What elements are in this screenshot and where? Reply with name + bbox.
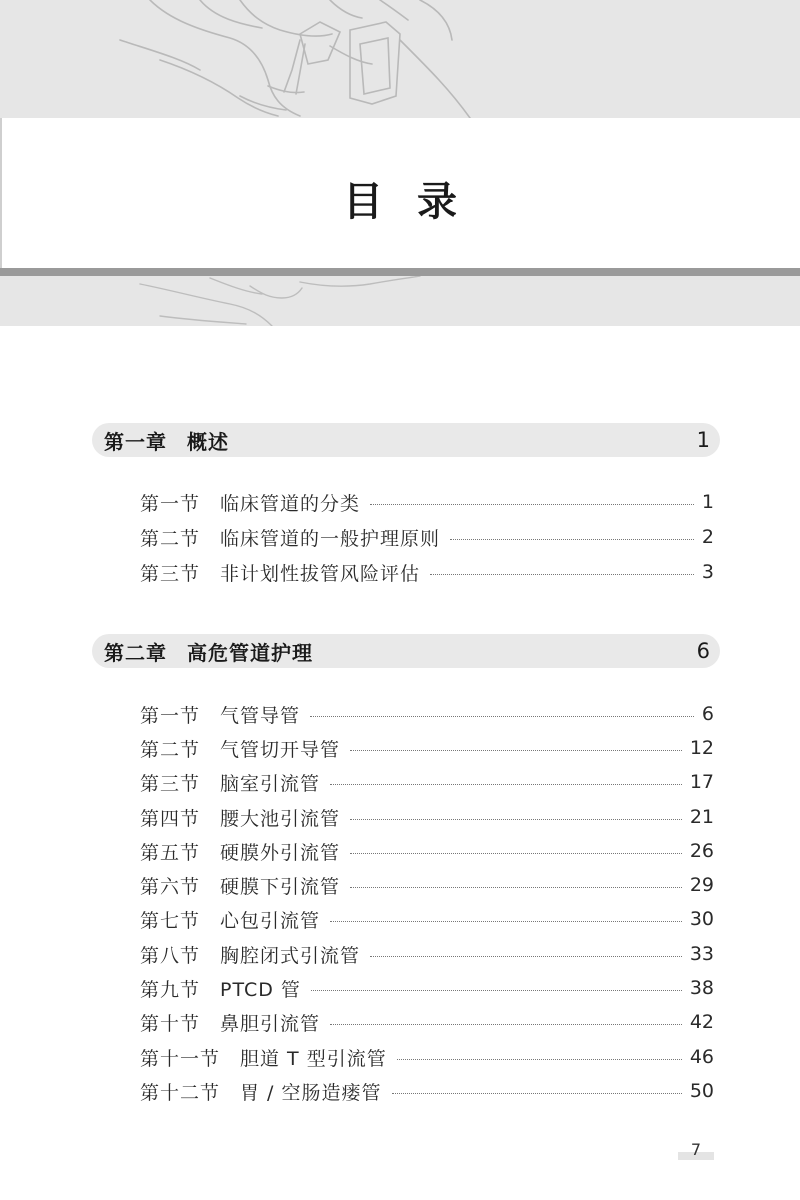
section-title: 硬膜下引流管 xyxy=(220,875,341,898)
leader-dots xyxy=(350,853,682,854)
section-title: 临床管道的一般护理原则 xyxy=(220,527,441,550)
section-label: 第一节 xyxy=(140,492,201,515)
leader-dots xyxy=(450,539,694,540)
leader-dots xyxy=(370,956,682,957)
section-page-number: 6 xyxy=(701,703,714,725)
section-page-number: 38 xyxy=(689,977,714,999)
chapter-heading[interactable] xyxy=(92,423,720,457)
section-label: 第八节 xyxy=(140,944,201,967)
toc-entry[interactable] xyxy=(140,558,714,586)
header-illustration xyxy=(0,0,800,118)
toc-entry[interactable] xyxy=(140,768,714,796)
chapter-label: 第二章 xyxy=(104,640,167,665)
section-label: 第十节 xyxy=(140,1012,201,1035)
toc-entry[interactable] xyxy=(140,905,714,933)
section-title: 气管切开导管 xyxy=(220,738,341,761)
folio xyxy=(678,1140,714,1160)
section-title: 临床管道的分类 xyxy=(220,492,361,515)
header-illustration-lower xyxy=(0,276,800,326)
toc-entry[interactable] xyxy=(140,700,714,728)
section-title: 胸腔闭式引流管 xyxy=(220,944,361,967)
leader-dots xyxy=(310,716,694,717)
section-page-number: 46 xyxy=(689,1046,714,1068)
section-page-number: 42 xyxy=(689,1011,714,1033)
chapter-heading[interactable] xyxy=(92,634,720,668)
section-label: 第五节 xyxy=(140,841,201,864)
section-label: 第一节 xyxy=(140,704,201,727)
medical-illustration-lower-icon xyxy=(0,276,800,326)
chapter-name: 概述 xyxy=(187,429,229,454)
section-title: 非计划性拔管风险评估 xyxy=(220,562,421,585)
leader-dots xyxy=(350,819,682,820)
section-label: 第二节 xyxy=(140,527,201,550)
chapter-title xyxy=(104,426,229,455)
chapter-label: 第一章 xyxy=(104,429,167,454)
section-page-number: 1 xyxy=(701,491,714,513)
leader-dots xyxy=(430,574,694,575)
section-title: 气管导管 xyxy=(220,704,301,727)
leader-dots xyxy=(397,1059,682,1060)
section-page-number: 21 xyxy=(689,806,714,828)
section-label: 第十一节 xyxy=(140,1047,221,1070)
medical-illustration-icon xyxy=(0,0,800,118)
section-title: 硬膜外引流管 xyxy=(220,841,341,864)
title-divider-bar xyxy=(0,268,800,276)
toc-entry[interactable] xyxy=(140,803,714,831)
toc-entry[interactable] xyxy=(140,940,714,968)
section-label: 第九节 xyxy=(140,978,201,1001)
toc-entry[interactable] xyxy=(140,523,714,551)
section-title: 脑室引流管 xyxy=(220,772,321,795)
leader-dots xyxy=(330,1024,682,1025)
toc-entry[interactable] xyxy=(140,1008,714,1036)
section-page-number: 50 xyxy=(689,1080,714,1102)
leader-dots xyxy=(370,504,694,505)
chapter-page-number: 6 xyxy=(696,639,710,663)
section-page-number: 12 xyxy=(689,737,714,759)
section-page-number: 17 xyxy=(689,771,714,793)
toc-entry[interactable] xyxy=(140,871,714,899)
folio-number: 7 xyxy=(690,1140,702,1159)
section-label: 第十二节 xyxy=(140,1081,221,1104)
section-label: 第三节 xyxy=(140,772,201,795)
section-page-number: 2 xyxy=(701,526,714,548)
toc-entry[interactable] xyxy=(140,1043,714,1071)
leader-dots xyxy=(350,887,682,888)
page-title: 目录 xyxy=(343,179,491,225)
section-title: 心包引流管 xyxy=(220,909,321,932)
section-label: 第六节 xyxy=(140,875,201,898)
leader-dots xyxy=(330,784,682,785)
section-page-number: 26 xyxy=(689,840,714,862)
chapter-page-number: 1 xyxy=(696,428,710,452)
toc-entry[interactable] xyxy=(140,488,714,516)
section-title: 胃 / 空肠造瘘管 xyxy=(240,1081,382,1104)
section-title: 胆道 T 型引流管 xyxy=(240,1047,387,1070)
leader-dots xyxy=(392,1093,682,1094)
toc-entry[interactable] xyxy=(140,734,714,762)
section-title: 鼻胆引流管 xyxy=(220,1012,321,1035)
leader-dots xyxy=(311,990,682,991)
section-label: 第二节 xyxy=(140,738,201,761)
section-page-number: 29 xyxy=(689,874,714,896)
leader-dots xyxy=(330,921,682,922)
section-label: 第七节 xyxy=(140,909,201,932)
section-page-number: 3 xyxy=(701,561,714,583)
chapter-name: 高危管道护理 xyxy=(187,640,313,665)
toc-entry[interactable] xyxy=(140,1077,714,1105)
section-label: 第四节 xyxy=(140,807,201,830)
section-page-number: 33 xyxy=(689,943,714,965)
section-title: PTCD 管 xyxy=(220,978,301,1001)
toc-entry[interactable] xyxy=(140,837,714,865)
chapter-title xyxy=(104,637,313,666)
section-label: 第三节 xyxy=(140,562,201,585)
leader-dots xyxy=(350,750,682,751)
section-title: 腰大池引流管 xyxy=(220,807,341,830)
section-page-number: 30 xyxy=(689,908,714,930)
toc-entry[interactable] xyxy=(140,974,714,1002)
